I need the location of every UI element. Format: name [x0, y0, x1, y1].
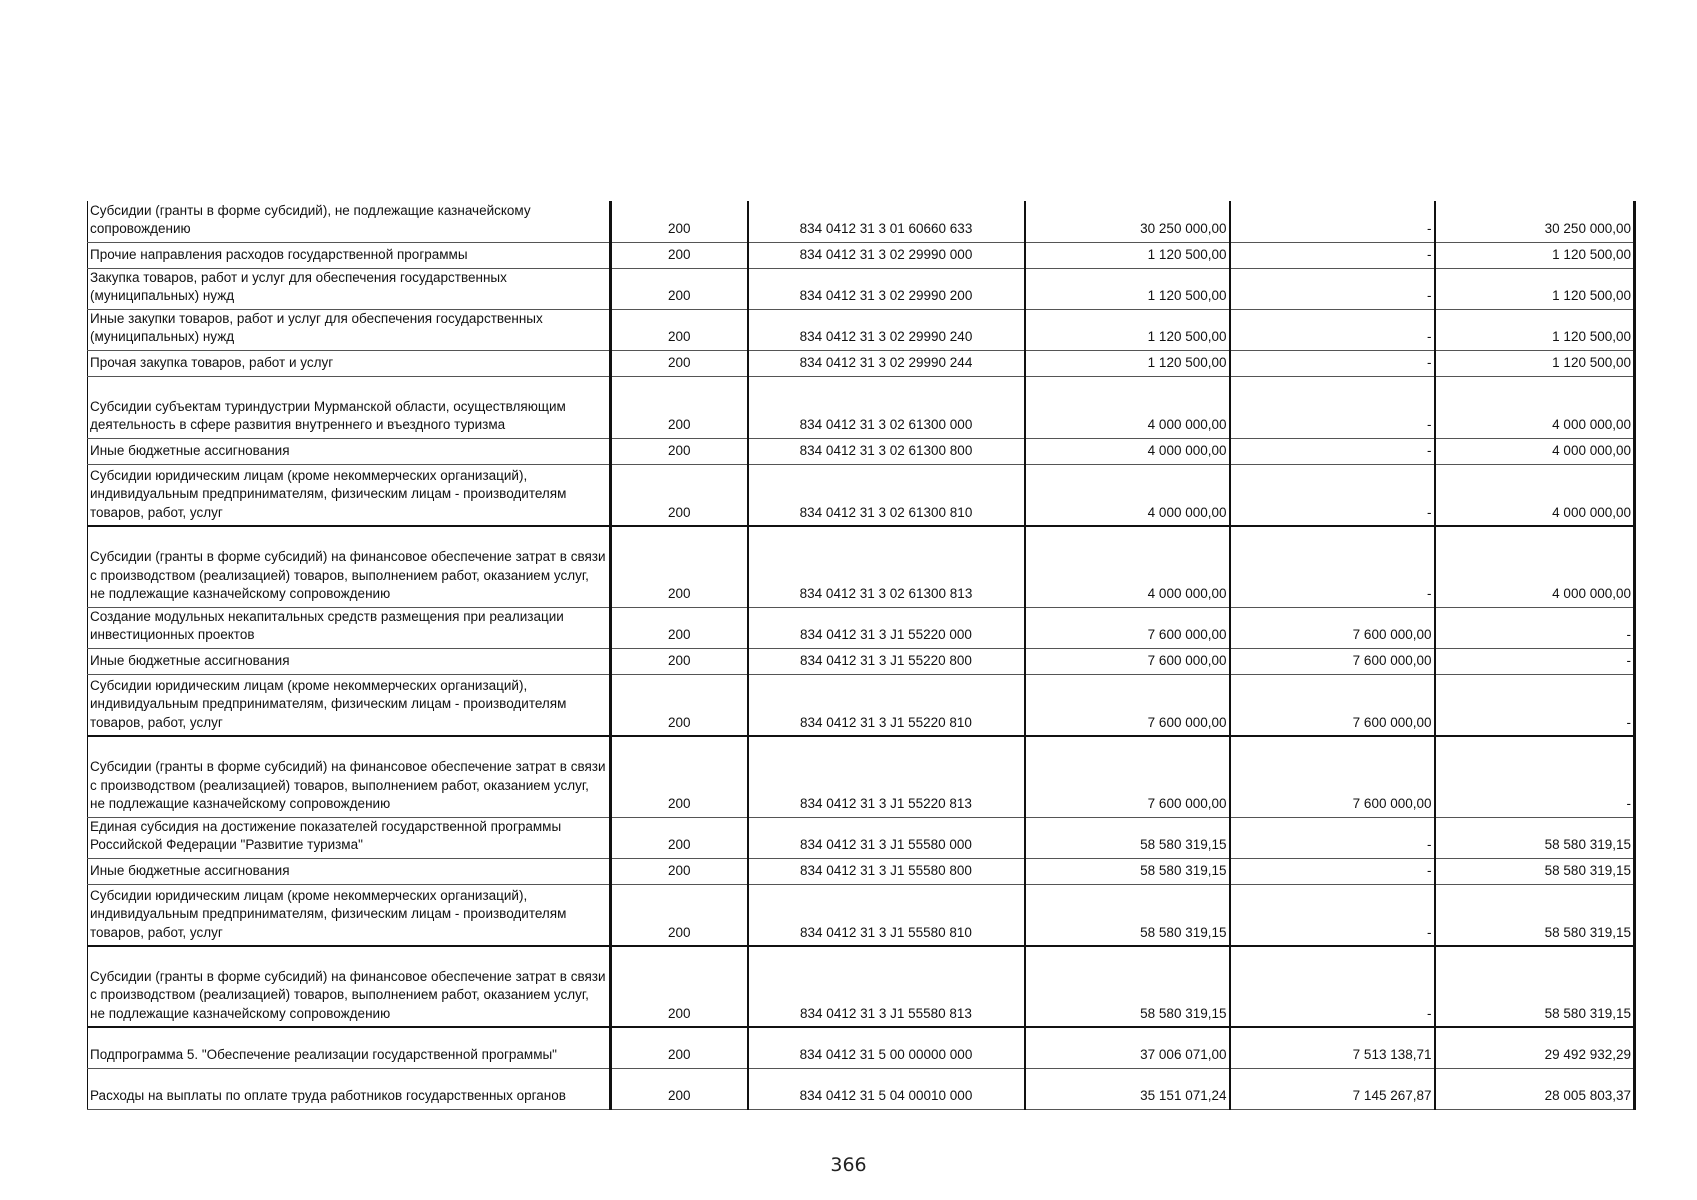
row-unexecuted-amount: - — [1435, 736, 1635, 817]
table-row — [88, 648, 1635, 674]
row-approved-amount: 30 250 000,00 — [1025, 201, 1230, 242]
table-row — [88, 376, 1635, 438]
row-code: 200 — [611, 438, 748, 464]
row-code: 200 — [611, 376, 748, 438]
row-code: 200 — [611, 242, 748, 268]
row-unexecuted-amount: 58 580 319,15 — [1435, 946, 1635, 1027]
row-executed-amount: - — [1230, 438, 1435, 464]
row-code: 200 — [611, 607, 748, 648]
row-code: 200 — [611, 526, 748, 607]
row-name: Иные бюджетные ассигнования — [88, 648, 611, 674]
row-name: Субсидии (гранты в форме субсидий), не подлежащие казначейскому сопровождению — [88, 201, 611, 242]
row-name: Прочие направления расходов государственной программы — [88, 242, 611, 268]
row-executed-amount: 7 600 000,00 — [1230, 736, 1435, 817]
row-approved-amount: 35 151 071,24 — [1025, 1068, 1230, 1109]
row-kbk-code: 834 0412 31 3 02 29990 000 — [748, 242, 1025, 268]
row-approved-amount: 4 000 000,00 — [1025, 464, 1230, 526]
row-executed-amount: - — [1230, 464, 1435, 526]
row-approved-amount: 7 600 000,00 — [1025, 607, 1230, 648]
row-kbk-code: 834 0412 31 3 J1 55220 813 — [748, 736, 1025, 817]
row-approved-amount: 58 580 319,15 — [1025, 858, 1230, 884]
row-kbk-code: 834 0412 31 3 01 60660 633 — [748, 201, 1025, 242]
row-code: 200 — [611, 1027, 748, 1068]
row-kbk-code: 834 0412 31 3 J1 55220 000 — [748, 607, 1025, 648]
row-unexecuted-amount: - — [1435, 674, 1635, 736]
row-name: Расходы на выплаты по оплате труда работников государственных органов — [88, 1068, 611, 1109]
row-name: Закупка товаров, работ и услуг для обеспечения государственных (муниципальных) нужд — [88, 268, 611, 309]
row-code: 200 — [611, 464, 748, 526]
row-code: 200 — [611, 201, 748, 242]
row-executed-amount: - — [1230, 242, 1435, 268]
row-approved-amount: 4 000 000,00 — [1025, 376, 1230, 438]
row-approved-amount: 4 000 000,00 — [1025, 438, 1230, 464]
row-kbk-code: 834 0412 31 3 02 29990 240 — [748, 309, 1025, 350]
row-approved-amount: 1 120 500,00 — [1025, 350, 1230, 376]
row-approved-amount: 4 000 000,00 — [1025, 526, 1230, 607]
row-kbk-code: 834 0412 31 3 02 61300 800 — [748, 438, 1025, 464]
row-code: 200 — [611, 350, 748, 376]
row-kbk-code: 834 0412 31 3 02 61300 813 — [748, 526, 1025, 607]
row-kbk-code: 834 0412 31 5 04 00010 000 — [748, 1068, 1025, 1109]
row-unexecuted-amount: - — [1435, 607, 1635, 648]
table-row — [88, 438, 1635, 464]
row-name: Иные бюджетные ассигнования — [88, 438, 611, 464]
row-name: Субсидии (гранты в форме субсидий) на финансовое обеспечение затрат в связи с производством (реализацией) товаров, выполнением работ, оказанием услуг, не подлежащие казначейскому сопровождению — [88, 736, 611, 817]
row-name: Иные бюджетные ассигнования — [88, 858, 611, 884]
table-row — [88, 946, 1635, 1027]
row-kbk-code: 834 0412 31 3 J1 55580 810 — [748, 884, 1025, 946]
row-unexecuted-amount: 1 120 500,00 — [1435, 268, 1635, 309]
table-row — [88, 817, 1635, 858]
row-code: 200 — [611, 817, 748, 858]
table-row — [88, 1027, 1635, 1068]
row-kbk-code: 834 0412 31 3 J1 55580 800 — [748, 858, 1025, 884]
row-kbk-code: 834 0412 31 3 02 61300 810 — [748, 464, 1025, 526]
row-code: 200 — [611, 946, 748, 1027]
row-kbk-code: 834 0412 31 3 J1 55580 813 — [748, 946, 1025, 1027]
row-approved-amount: 7 600 000,00 — [1025, 736, 1230, 817]
row-unexecuted-amount: 58 580 319,15 — [1435, 817, 1635, 858]
row-unexecuted-amount: 28 005 803,37 — [1435, 1068, 1635, 1109]
row-unexecuted-amount: 4 000 000,00 — [1435, 526, 1635, 607]
row-name: Прочая закупка товаров, работ и услуг — [88, 350, 611, 376]
row-unexecuted-amount: 4 000 000,00 — [1435, 376, 1635, 438]
row-executed-amount: - — [1230, 858, 1435, 884]
table-body — [88, 201, 1635, 1109]
row-approved-amount: 58 580 319,15 — [1025, 817, 1230, 858]
row-name: Субсидии юридическим лицам (кроме некоммерческих организаций), индивидуальным предпринимателям, физическим лицам - производителям товаров, работ, услуг — [88, 464, 611, 526]
row-executed-amount: - — [1230, 946, 1435, 1027]
row-unexecuted-amount: 1 120 500,00 — [1435, 309, 1635, 350]
row-executed-amount: 7 600 000,00 — [1230, 674, 1435, 736]
row-code: 200 — [611, 858, 748, 884]
row-unexecuted-amount: 29 492 932,29 — [1435, 1027, 1635, 1068]
row-approved-amount: 1 120 500,00 — [1025, 309, 1230, 350]
row-executed-amount: - — [1230, 376, 1435, 438]
row-code: 200 — [611, 268, 748, 309]
row-executed-amount: 7 145 267,87 — [1230, 1068, 1435, 1109]
row-approved-amount: 1 120 500,00 — [1025, 268, 1230, 309]
row-approved-amount: 1 120 500,00 — [1025, 242, 1230, 268]
row-approved-amount: 7 600 000,00 — [1025, 674, 1230, 736]
row-name: Субсидии субъектам туриндустрии Мурманской области, осуществляющим деятельность в сфере развития внутреннего и въездного туризма — [88, 376, 611, 438]
row-unexecuted-amount: - — [1435, 648, 1635, 674]
budget-execution-table — [87, 201, 1636, 1110]
row-executed-amount: - — [1230, 817, 1435, 858]
table-row — [88, 268, 1635, 309]
table-row — [88, 858, 1635, 884]
row-unexecuted-amount: 58 580 319,15 — [1435, 884, 1635, 946]
row-executed-amount: 7 600 000,00 — [1230, 648, 1435, 674]
row-approved-amount: 7 600 000,00 — [1025, 648, 1230, 674]
row-approved-amount: 58 580 319,15 — [1025, 946, 1230, 1027]
row-executed-amount: - — [1230, 268, 1435, 309]
row-unexecuted-amount: 58 580 319,15 — [1435, 858, 1635, 884]
row-kbk-code: 834 0412 31 3 J1 55220 810 — [748, 674, 1025, 736]
table-row — [88, 526, 1635, 607]
row-name: Субсидии (гранты в форме субсидий) на финансовое обеспечение затрат в связи с производством (реализацией) товаров, выполнением работ, оказанием услуг, не подлежащие казначейскому сопровождению — [88, 946, 611, 1027]
row-code: 200 — [611, 736, 748, 817]
table-row — [88, 464, 1635, 526]
table-row — [88, 242, 1635, 268]
row-unexecuted-amount: 4 000 000,00 — [1435, 438, 1635, 464]
row-approved-amount: 37 006 071,00 — [1025, 1027, 1230, 1068]
table-row — [88, 201, 1635, 242]
row-code: 200 — [611, 309, 748, 350]
page-number: 366 — [830, 1154, 867, 1176]
row-code: 200 — [611, 674, 748, 736]
row-kbk-code: 834 0412 31 3 02 29990 244 — [748, 350, 1025, 376]
row-executed-amount: 7 513 138,71 — [1230, 1027, 1435, 1068]
row-executed-amount: - — [1230, 884, 1435, 946]
table-row — [88, 884, 1635, 946]
table-row — [88, 674, 1635, 736]
row-name: Субсидии юридическим лицам (кроме некоммерческих организаций), индивидуальным предпринимателям, физическим лицам - производителям товаров, работ, услуг — [88, 674, 611, 736]
row-kbk-code: 834 0412 31 3 02 29990 200 — [748, 268, 1025, 309]
row-name: Единая субсидия на достижение показателей государственной программы Российской Федерации "Развитие туризма" — [88, 817, 611, 858]
row-executed-amount: - — [1230, 309, 1435, 350]
row-executed-amount: - — [1230, 350, 1435, 376]
row-kbk-code: 834 0412 31 3 J1 55220 800 — [748, 648, 1025, 674]
table-row — [88, 607, 1635, 648]
table-row — [88, 736, 1635, 817]
row-name: Субсидии юридическим лицам (кроме некоммерческих организаций), индивидуальным предпринимателям, физическим лицам - производителям товаров, работ, услуг — [88, 884, 611, 946]
row-unexecuted-amount: 4 000 000,00 — [1435, 464, 1635, 526]
row-unexecuted-amount: 1 120 500,00 — [1435, 350, 1635, 376]
row-executed-amount: - — [1230, 526, 1435, 607]
row-executed-amount: - — [1230, 201, 1435, 242]
row-code: 200 — [611, 1068, 748, 1109]
row-name: Создание модульных некапитальных средств размещения при реализации инвестиционных проектов — [88, 607, 611, 648]
row-name: Субсидии (гранты в форме субсидий) на финансовое обеспечение затрат в связи с производством (реализацией) товаров, выполнением работ, оказанием услуг, не подлежащие казначейскому сопровождению — [88, 526, 611, 607]
table-row — [88, 350, 1635, 376]
row-kbk-code: 834 0412 31 5 00 00000 000 — [748, 1027, 1025, 1068]
row-kbk-code: 834 0412 31 3 02 61300 000 — [748, 376, 1025, 438]
row-executed-amount: 7 600 000,00 — [1230, 607, 1435, 648]
row-unexecuted-amount: 1 120 500,00 — [1435, 242, 1635, 268]
row-name: Подпрограмма 5. "Обеспечение реализации государственной программы" — [88, 1027, 611, 1068]
row-name: Иные закупки товаров, работ и услуг для обеспечения государственных (муниципальных) нужд — [88, 309, 611, 350]
row-unexecuted-amount: 30 250 000,00 — [1435, 201, 1635, 242]
row-code: 200 — [611, 648, 748, 674]
row-code: 200 — [611, 884, 748, 946]
table-row — [88, 309, 1635, 350]
row-kbk-code: 834 0412 31 3 J1 55580 000 — [748, 817, 1025, 858]
row-approved-amount: 58 580 319,15 — [1025, 884, 1230, 946]
table-row — [88, 1068, 1635, 1109]
